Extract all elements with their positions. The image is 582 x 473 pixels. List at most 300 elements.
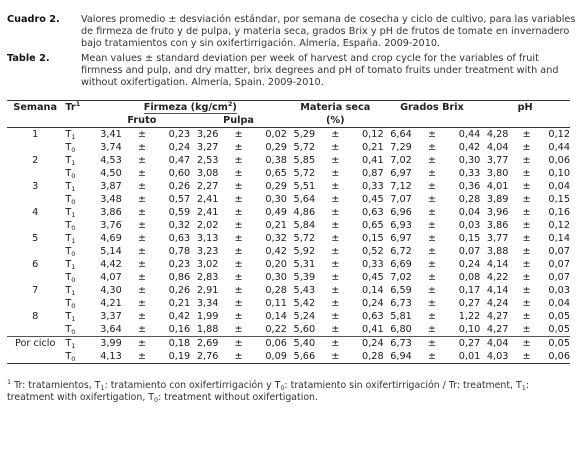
cell-semana (7, 141, 63, 154)
cell-plus-minus: ± (137, 129, 146, 140)
cell-plus-minus: ± (427, 233, 436, 244)
cell-p: 3,23 (196, 246, 219, 257)
cell-bsd: 0,01 (452, 350, 480, 364)
cell-semana: 5 (32, 233, 39, 244)
cell-plus-minus: ± (522, 142, 531, 153)
cell-msd: 0,87 (362, 168, 384, 179)
table-row (7, 154, 570, 167)
cell-f: 4,21 (100, 298, 122, 309)
cell-f: 4,69 (100, 233, 122, 244)
cell-plus-minus: ± (234, 259, 243, 270)
cell-semana: 4 (32, 207, 39, 218)
cell-fsd: 0,59 (168, 207, 191, 218)
cell-m: 5,84 (293, 220, 316, 231)
cell-fsd: 0,47 (168, 155, 191, 166)
cell-plus-minus: ± (427, 220, 436, 231)
cell-phsd: 0,06 (545, 350, 570, 364)
cell-fsd: 0,16 (168, 324, 191, 335)
cell-b: 6,64 (390, 129, 412, 140)
cell-f: 4,07 (100, 272, 122, 283)
cell-plus-minus: ± (137, 181, 146, 192)
header-pulpa: Pulpa (190, 114, 287, 128)
cell-psd: 0,02 (265, 129, 287, 140)
cell-plus-minus: ± (331, 207, 340, 218)
cell-f: 3,74 (100, 142, 122, 153)
cell-plus-minus: ± (427, 285, 436, 296)
cell-plus-minus: ± (508, 350, 544, 364)
cell-plus-minus: ± (137, 207, 146, 218)
cell-plus-minus: ± (137, 246, 146, 257)
cell-p: 2,76 (190, 350, 218, 364)
cell-b: 7,29 (390, 142, 412, 153)
table-row (7, 297, 570, 310)
cell-ph: 3,89 (486, 194, 509, 205)
cell-phsd: 0,15 (548, 194, 570, 205)
cell-ph: 3,77 (486, 233, 509, 244)
cell-m: 5,72 (293, 233, 316, 244)
table-row (7, 350, 570, 364)
cell-m: 5,43 (293, 285, 316, 296)
table-row (7, 193, 570, 206)
cell-b: 6,93 (390, 220, 412, 231)
cell-semana (7, 219, 63, 232)
cell-treatment: $T_1$ (65, 207, 76, 219)
cell-msd: 0,63 (362, 311, 384, 322)
cell-plus-minus: ± (315, 337, 355, 351)
cell-msd: 0,45 (362, 272, 384, 283)
cell-plus-minus: ± (234, 246, 243, 257)
cell-plus-minus: ± (234, 155, 243, 166)
table-row (7, 141, 570, 154)
cell-plus-minus: ± (137, 142, 146, 153)
table-row (7, 219, 570, 232)
cell-phsd: 0,14 (548, 233, 570, 244)
cell-bsd: 0,04 (458, 207, 481, 218)
cell-semana: 1 (32, 129, 39, 140)
table-row (7, 337, 570, 351)
cell-plus-minus: ± (522, 324, 531, 335)
cell-f: 3,86 (100, 207, 122, 218)
cell-bsd: 0,42 (458, 142, 481, 153)
cell-phsd: 0,05 (548, 311, 570, 322)
cell-plus-minus: ± (522, 155, 531, 166)
table-row (7, 167, 570, 180)
cell-p: 1,99 (196, 311, 219, 322)
cell-plus-minus: ± (234, 311, 243, 322)
cell-fsd: 0,23 (168, 129, 191, 140)
cell-f: 4,53 (100, 155, 122, 166)
cell-m: 5,39 (293, 272, 316, 283)
cell-plus-minus: ± (137, 155, 146, 166)
cell-p: 2,27 (196, 181, 219, 192)
cell-m: 5,92 (293, 246, 316, 257)
cell-plus-minus: ± (427, 324, 436, 335)
cell-f: 3,41 (100, 129, 122, 140)
cell-ph: 4,01 (486, 181, 509, 192)
caption-english (7, 53, 576, 89)
cell-phsd: 0,04 (548, 181, 570, 192)
cell-b: 6,73 (384, 337, 412, 351)
cell-fsd: 0,21 (168, 298, 191, 309)
cell-phsd: 0,04 (548, 298, 570, 309)
cell-m: 5,64 (293, 194, 316, 205)
cell-plus-minus: ± (331, 129, 340, 140)
cell-plus-minus: ± (137, 324, 146, 335)
cell-semana: 2 (32, 155, 39, 166)
cell-plus-minus: ± (137, 285, 146, 296)
cell-bsd: 0,30 (458, 155, 481, 166)
cell-plus-minus: ± (122, 350, 162, 364)
cell-psd: 0,20 (265, 259, 287, 270)
cell-f: 3,76 (100, 220, 122, 231)
cell-plus-minus: ± (234, 207, 243, 218)
cell-plus-minus: ± (331, 298, 340, 309)
cell-p: 2,02 (196, 220, 219, 231)
cell-treatment: $T_0$ (65, 194, 76, 206)
cell-fsd: 0,57 (168, 194, 191, 205)
cell-f: 4,42 (100, 259, 122, 270)
cell-bsd: 0,15 (458, 233, 481, 244)
cell-bsd: 0,44 (458, 129, 481, 140)
cell-treatment: $T_0$ (65, 298, 76, 310)
cell-bsd: 0,08 (458, 272, 481, 283)
cell-plus-minus: ± (331, 246, 340, 257)
cell-ph: 3,88 (486, 246, 509, 257)
cell-plus-minus: ± (427, 207, 436, 218)
data-table (7, 100, 570, 364)
cell-semana (7, 297, 63, 310)
cell-msd: 0,63 (362, 207, 384, 218)
cell-psd: 0,22 (265, 324, 287, 335)
cell-p: 3,08 (196, 168, 219, 179)
cell-plus-minus: ± (331, 194, 340, 205)
cell-b: 7,07 (390, 194, 412, 205)
cell-f: 4,13 (94, 350, 122, 364)
cell-msd: 0,15 (362, 233, 384, 244)
cell-plus-minus: ± (234, 194, 243, 205)
cell-phsd: 0,44 (548, 142, 570, 153)
cell-psd: 0,09 (259, 350, 287, 364)
table-row (7, 180, 570, 193)
cell-semana (7, 193, 63, 206)
cell-treatment: $T_1$ (65, 233, 76, 245)
cell-fsd: 0,32 (168, 220, 191, 231)
cell-phsd: 0,05 (545, 337, 570, 351)
cell-semana: 7 (32, 285, 39, 296)
cell-b: 6,72 (390, 246, 412, 257)
cell-plus-minus: ± (522, 129, 531, 140)
cell-fsd: 0,23 (168, 259, 191, 270)
cell-plus-minus: ± (522, 298, 531, 309)
cell-treatment: $T_0$ (65, 220, 76, 232)
cell-treatment: $T_0$ (65, 142, 76, 154)
caption-english-label: Table 2. (7, 53, 50, 64)
cell-bsd: 0,27 (458, 298, 481, 309)
cell-plus-minus: ± (137, 298, 146, 309)
cell-plus-minus: ± (331, 142, 340, 153)
caption-spanish-text: Valores promedio ± desviación estándar, por semana de cosecha y ciclo de cultivo, para las variables de firmeza de fruto y de pulpa, y materia seca, grados Brix y pH de frutos de tomate en invernadero bajo tratamientos con y sin oxifertirrigación. Almería, España. 2009-2010. (81, 14, 576, 49)
cell-bsd: 0,28 (458, 194, 481, 205)
cell-p: 2,91 (196, 285, 219, 296)
table-row (7, 206, 570, 219)
cell-treatment: $T_0$ (63, 350, 93, 364)
cell-semana (7, 350, 63, 364)
cell-msd: 0,21 (362, 142, 384, 153)
cell-f: 3,87 (100, 181, 122, 192)
cell-phsd: 0,07 (548, 246, 570, 257)
cell-plus-minus: ± (234, 129, 243, 140)
cell-ph: 4,27 (486, 324, 509, 335)
cell-ph: 3,86 (486, 220, 509, 231)
cell-plus-minus: ± (522, 181, 531, 192)
cell-p: 2,41 (196, 207, 219, 218)
cell-plus-minus: ± (331, 272, 340, 283)
cell-semana: 6 (32, 259, 39, 270)
cell-plus-minus: ± (427, 181, 436, 192)
cell-fsd: 0,42 (168, 311, 191, 322)
cell-plus-minus: ± (331, 324, 340, 335)
cell-plus-minus: ± (427, 142, 436, 153)
cell-m: 5,66 (287, 350, 315, 364)
cell-m: 5,72 (293, 168, 316, 179)
cell-fsd: 0,18 (162, 337, 190, 351)
cell-psd: 0,49 (265, 207, 287, 218)
table-row (7, 128, 570, 142)
cell-m: 5,24 (293, 311, 316, 322)
cell-bsd: 0,17 (458, 285, 481, 296)
cell-fsd: 0,78 (168, 246, 191, 257)
header-brix: Grados Brix (384, 101, 481, 115)
cell-treatment: $T_1$ (65, 181, 76, 193)
cell-plus-minus: ± (234, 298, 243, 309)
table-row (7, 245, 570, 258)
cell-phsd: 0,03 (548, 285, 570, 296)
table-row (7, 284, 570, 297)
cell-fsd: 0,26 (168, 181, 191, 192)
cell-msd: 0,41 (362, 155, 384, 166)
cell-b: 6,97 (390, 168, 412, 179)
cell-m: 5,51 (293, 181, 316, 192)
cell-phsd: 0,06 (548, 155, 570, 166)
cell-bsd: 0,33 (458, 168, 481, 179)
cell-plus-minus: ± (427, 311, 436, 322)
footnote: $^1$ Tr: tratamientos, $T_1$: tratamiento con oxifertirrigación y $T_0$: tratamiento sin oxifertirrigación / Tr: treatment, $T_1$: treatment with oxifertigation, $T_0$: treatment without oxifertigation. (7, 378, 530, 404)
cell-plus-minus: ± (522, 285, 531, 296)
cell-plus-minus: ± (137, 311, 146, 322)
cell-ph: 4,14 (486, 259, 509, 270)
cell-bsd: 0,36 (458, 181, 481, 192)
cell-plus-minus: ± (522, 168, 531, 179)
header-semana: Semana (7, 101, 63, 115)
cell-f: 3,64 (100, 324, 122, 335)
cell-plus-minus: ± (137, 259, 146, 270)
cell-plus-minus: ± (427, 155, 436, 166)
cell-ph: 4,28 (486, 129, 509, 140)
cell-plus-minus: ± (427, 272, 436, 283)
cell-semana: 8 (32, 311, 39, 322)
cell-plus-minus: ± (137, 194, 146, 205)
cell-ph: 4,27 (486, 311, 509, 322)
header-row-1 (7, 101, 570, 115)
cell-plus-minus: ± (234, 233, 243, 244)
cell-ph: 4,24 (486, 298, 509, 309)
cell-msd: 0,33 (362, 181, 384, 192)
cell-m: 5,40 (287, 337, 315, 351)
cell-plus-minus: ± (427, 168, 436, 179)
cell-m: 5,72 (293, 142, 316, 153)
cell-b: 5,81 (390, 311, 412, 322)
cell-plus-minus: ± (427, 298, 436, 309)
cell-f: 5,14 (100, 246, 122, 257)
cell-plus-minus: ± (234, 181, 243, 192)
cell-plus-minus: ± (331, 220, 340, 231)
cell-fsd: 0,86 (168, 272, 191, 283)
cell-plus-minus: ± (331, 311, 340, 322)
cell-treatment: $T_0$ (65, 324, 76, 336)
cell-f: 4,50 (100, 168, 122, 179)
caption-spanish (7, 14, 576, 50)
cell-treatment: $T_0$ (65, 272, 76, 284)
cell-plus-minus: ± (522, 233, 531, 244)
cell-psd: 0,14 (265, 311, 287, 322)
cell-ph: 3,96 (486, 207, 509, 218)
cell-plus-minus: ± (137, 233, 146, 244)
cell-treatment: $T_0$ (65, 246, 76, 258)
cell-bsd: 0,07 (458, 246, 481, 257)
cell-plus-minus: ± (427, 246, 436, 257)
cell-ph: 4,22 (486, 272, 509, 283)
cell-bsd: 0,24 (458, 259, 481, 270)
header-row-2 (7, 114, 570, 128)
cell-f: 3,37 (100, 311, 122, 322)
cell-plus-minus: ± (412, 337, 452, 351)
cell-p: 3,27 (196, 142, 219, 153)
cell-b: 7,12 (390, 181, 412, 192)
cell-semana (7, 323, 63, 337)
cell-m: 5,29 (293, 129, 316, 140)
cell-p: 2,53 (196, 155, 219, 166)
cell-p: 2,83 (196, 272, 219, 283)
cell-m: 5,42 (293, 298, 316, 309)
header-tr: Tr$^1$ (63, 101, 93, 115)
cell-plus-minus: ± (234, 272, 243, 283)
cell-psd: 0,11 (265, 298, 287, 309)
cell-plus-minus: ± (331, 168, 340, 179)
cell-plus-minus: ± (522, 220, 531, 231)
cell-p: 2,41 (196, 194, 219, 205)
cell-b: 6,94 (384, 350, 412, 364)
cell-fsd: 0,24 (168, 142, 191, 153)
cell-plus-minus: ± (331, 181, 340, 192)
cell-plus-minus: ± (122, 337, 162, 351)
cell-f: 3,48 (100, 194, 122, 205)
cell-msd: 0,24 (355, 337, 383, 351)
cell-plus-minus: ± (427, 129, 436, 140)
cell-treatment: $T_1$ (65, 259, 76, 271)
cell-plus-minus: ± (234, 220, 243, 231)
cell-p: 3,02 (196, 259, 219, 270)
cell-m: 5,31 (293, 259, 316, 270)
captions (7, 0, 576, 89)
cell-psd: 0,06 (259, 337, 287, 351)
cell-ph: 3,77 (486, 155, 509, 166)
cell-p: 1,88 (196, 324, 219, 335)
cell-msd: 0,52 (362, 246, 384, 257)
cell-plus-minus: ± (522, 259, 531, 270)
cell-ph: 4,14 (486, 285, 509, 296)
cell-msd: 0,41 (362, 324, 384, 335)
cell-plus-minus: ± (218, 350, 258, 364)
cell-ph: 4,04 (486, 142, 509, 153)
cell-plus-minus: ± (522, 311, 531, 322)
cell-plus-minus: ± (331, 259, 340, 270)
cell-semana (7, 167, 63, 180)
cell-msd: 0,28 (355, 350, 383, 364)
cell-b: 6,69 (390, 259, 412, 270)
cell-plus-minus: ± (234, 285, 243, 296)
cell-m: 5,60 (293, 324, 316, 335)
cell-bsd: 0,27 (452, 337, 480, 351)
cell-plus-minus: ± (218, 337, 258, 351)
cell-semana: Por ciclo (7, 337, 63, 351)
cell-msd: 0,65 (362, 220, 384, 231)
cell-semana: 3 (32, 181, 39, 192)
cell-f: 3,99 (94, 337, 122, 351)
table-row (7, 232, 570, 245)
cell-psd: 0,38 (265, 155, 287, 166)
table-body (7, 128, 570, 364)
cell-msd: 0,24 (362, 298, 384, 309)
cell-treatment: $T_1$ (65, 155, 76, 167)
cell-psd: 0,30 (265, 194, 287, 205)
cell-b: 6,73 (390, 298, 412, 309)
cell-m: 4,86 (293, 207, 316, 218)
caption-english-text: Mean values ± standard deviation per week of harvest and crop cycle for the variables of fruit firmness and pulp, and dry matter, brix degrees and pH of tomato fruits under treatment with and without oxifertigation. Almería, Spain. 2009-2010. (81, 53, 559, 88)
cell-plus-minus: ± (522, 272, 531, 283)
cell-plus-minus: ± (331, 233, 340, 244)
cell-plus-minus: ± (427, 259, 436, 270)
cell-phsd: 0,10 (548, 168, 570, 179)
cell-plus-minus: ± (508, 337, 544, 351)
table-row (7, 323, 570, 337)
header-ph: pH (480, 101, 570, 115)
cell-treatment: $T_1$ (65, 129, 76, 141)
cell-psd: 0,42 (265, 246, 287, 257)
cell-plus-minus: ± (137, 272, 146, 283)
cell-psd: 0,21 (265, 220, 287, 231)
cell-fsd: 0,60 (168, 168, 191, 179)
cell-phsd: 0,16 (548, 207, 570, 218)
cell-plus-minus: ± (522, 246, 531, 257)
cell-ph: 4,03 (480, 350, 508, 364)
header-firmeza: Firmeza $(kg/cm^2)$ (94, 101, 287, 115)
cell-b: 6,59 (390, 285, 412, 296)
cell-treatment: $T_1$ (65, 285, 76, 297)
cell-p: 3,13 (196, 233, 219, 244)
cell-b: 7,02 (390, 272, 412, 283)
cell-b: 6,80 (390, 324, 412, 335)
cell-plus-minus: ± (522, 194, 531, 205)
cell-fsd: 0,26 (168, 285, 191, 296)
cell-plus-minus: ± (137, 168, 146, 179)
header-materia-seca: Materia seca (287, 101, 384, 115)
cell-treatment: $T_1$ (63, 337, 93, 351)
cell-b: 7,02 (390, 155, 412, 166)
header-fruto: Fruto (94, 114, 191, 128)
cell-plus-minus: ± (522, 207, 531, 218)
cell-phsd: 0,12 (548, 220, 570, 231)
cell-b: 6,96 (390, 207, 412, 218)
